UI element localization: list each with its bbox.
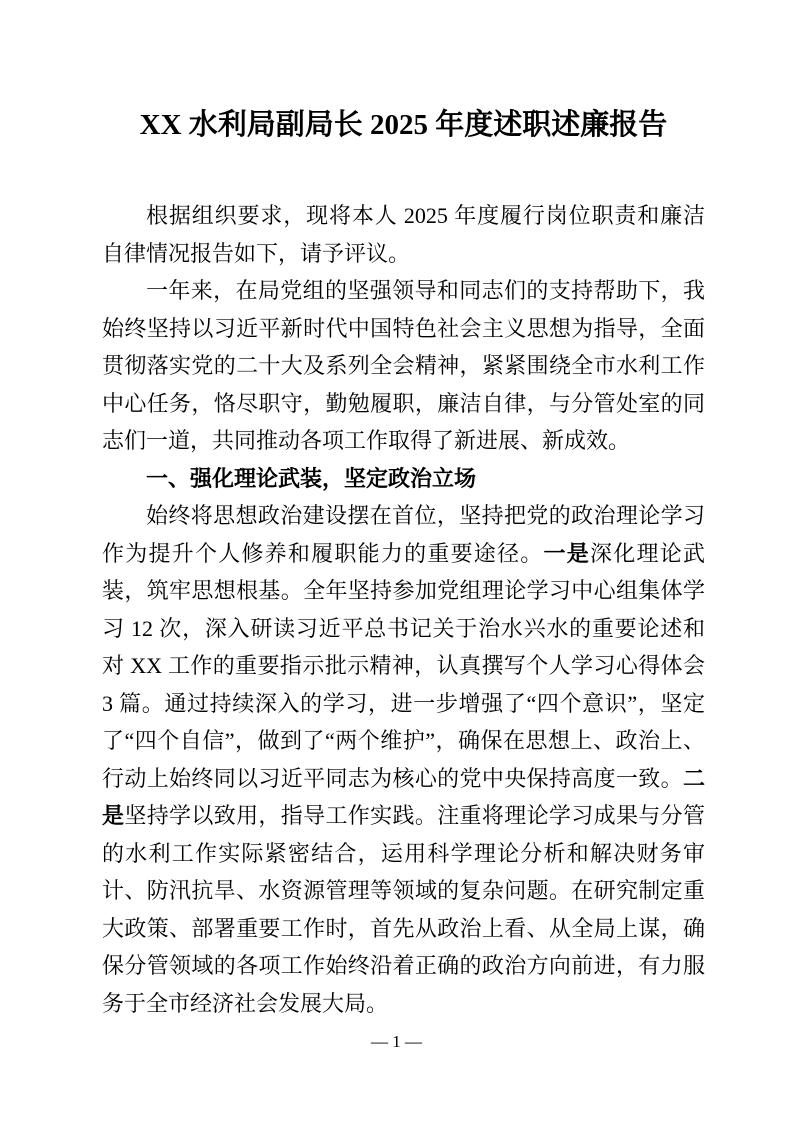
text-run: 始终将思想政治建设摆在首位，坚持把党的政治理论学习作为提升个人修养和履职能力的重要途径。 <box>102 503 705 566</box>
text-run: 坚持学以致用，指导工作实践。注重将理论学习成果与分管的水利工作实际紧密结合，运用科学理论分析和解决财务审计、防汛抗旱、水资源管理等领域的复杂问题。在研究制定重大政策、部署重要工作时，首先从政治上看、从全局上谋，确保分管领域的各项工作始终沿着正确的政治方向前进，有力服务于全市经济社会发展大局。 <box>102 803 705 1016</box>
paragraph-intro: 根据组织要求，现将本人 2025 年度履行岗位职责和廉洁自律情况报告如下，请予评议。 <box>102 203 705 266</box>
text-run-bold-lead-2: 二是 <box>102 765 705 828</box>
document-body <box>102 197 705 1022</box>
page-number: — 1 — <box>371 1032 422 1051</box>
paragraph-overview: 一年来，在局党组的坚强领导和同志们的支持帮助下，我始终坚持以习近平新时代中国特色社会主义思想为指导，全面贯彻落实党的二十大及系列全会精神，紧紧围绕全市水利工作中心任务，恪尽职守，勤勉履职，廉洁自律，与分管处室的同志们一道，共同推动各项工作取得了新进展、新成效。 <box>102 278 705 453</box>
text-run: 深化理论武装，筑牢思想根基。全年坚持参加党组理论学习中心组集体学习 12 次，深入研读习近平总书记关于治水兴水的重要论述和对 XX 工作的重要指示批示精神，认真撰写个人学习心得体会 3 篇。通过持续深入的学习，进一步增强了“四个意识”，坚定了“四个自信”，做到了“两个维护”，确保在思想上、政治上、行动上始终同以习近平同志为核心的党中央保持高度一致。 <box>102 540 705 791</box>
paragraph-section-1 <box>102 497 705 1022</box>
document-title: XX 水利局副局长 2025 年度述职述廉报告 <box>139 109 668 141</box>
section-heading-1: 一、强化理论武装，坚定政治立场 <box>146 465 477 491</box>
text-run-bold-lead-1: 一是 <box>543 540 591 566</box>
